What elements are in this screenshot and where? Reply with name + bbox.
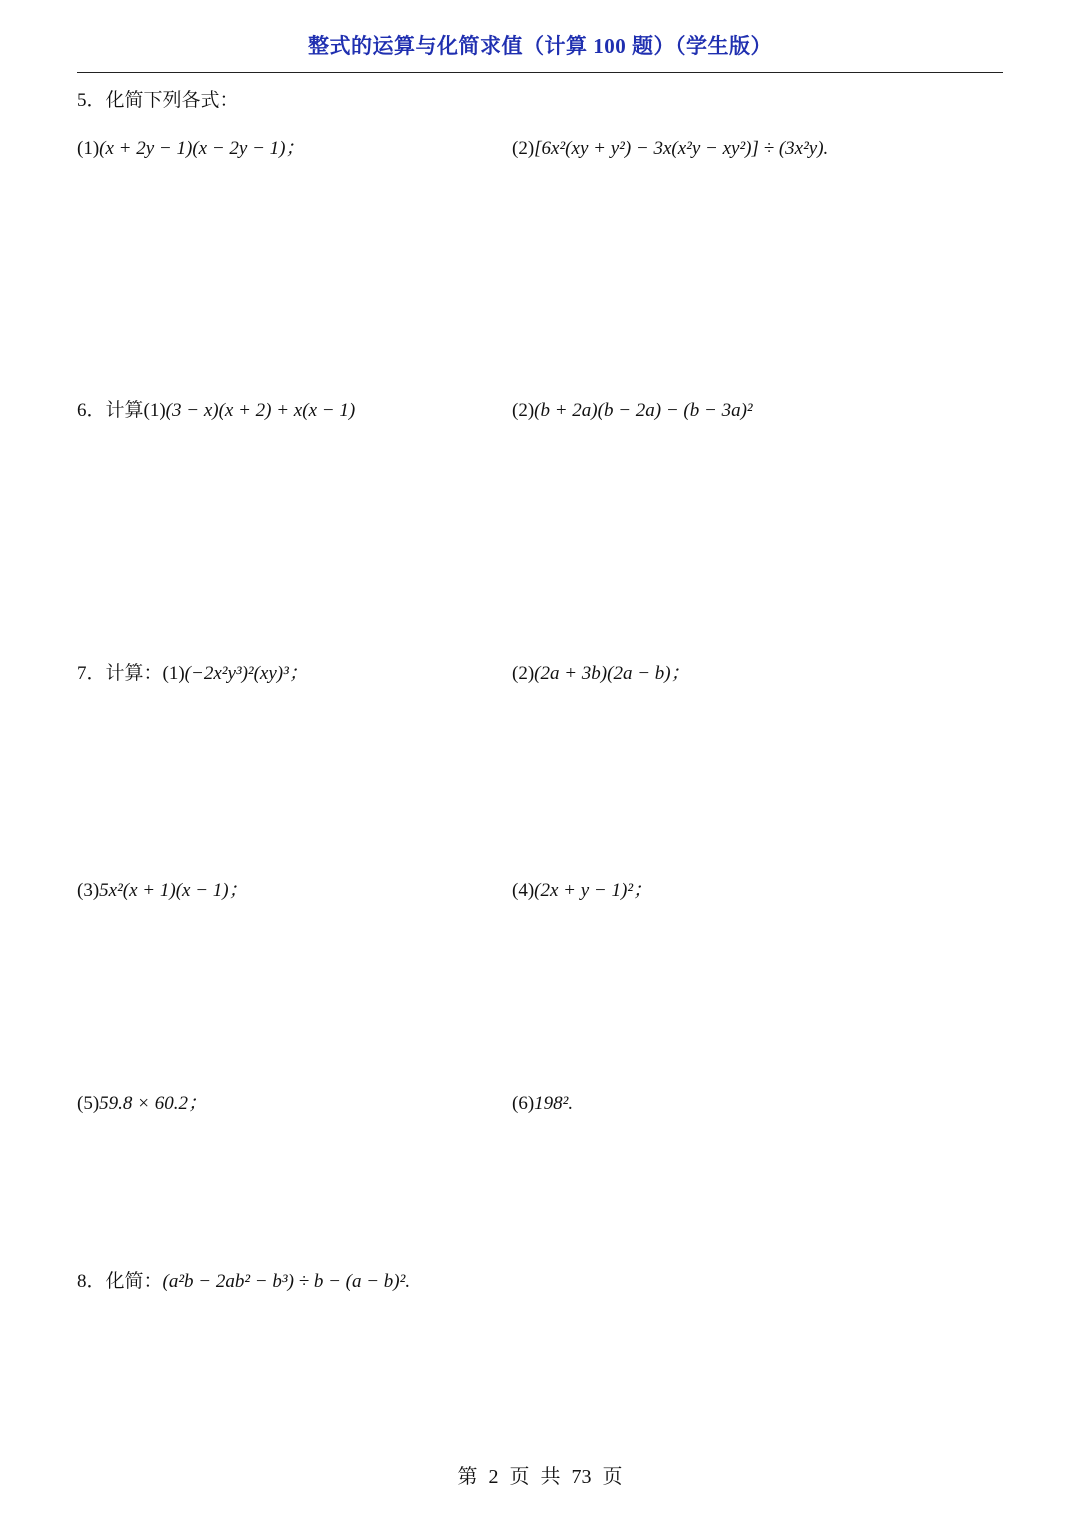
page-header-title: 整式的运算与化简求值（计算 100 题）（学生版） — [308, 34, 772, 58]
problem-7-part-5 — [77, 1090, 207, 1118]
problem-7-part-2-label: (2) — [512, 663, 535, 684]
problem-7-part-6-expression: 198². — [534, 1093, 574, 1114]
problem-5-intro-text: 5．化简下列各式： — [77, 90, 239, 111]
page-number-footer: 第 2 页 共 73 页 — [457, 1466, 623, 1488]
problem-8-intro-text: 8．化简： — [77, 1271, 163, 1292]
problem-7-part-2-expression: (2a + 3b)(2a − b)； — [534, 663, 690, 684]
problem-7-part-2 — [512, 660, 690, 688]
header-divider — [77, 72, 1003, 73]
problem-7-part-5-label: (5) — [77, 1093, 100, 1114]
problem-5-part-1-expression: (x + 2y − 1)(x − 2y − 1)； — [99, 138, 305, 159]
problem-5-part-2 — [512, 135, 828, 163]
problem-5-intro — [77, 87, 239, 115]
problem-6-part-2 — [512, 397, 753, 425]
problem-7-part-3-label: (3) — [77, 880, 100, 901]
problem-7-part-4-expression: (2x + y − 1)²； — [534, 880, 653, 901]
problem-7-part-6-label: (6) — [512, 1093, 535, 1114]
problem-7-part-6 — [512, 1090, 573, 1118]
problem-5-part-1 — [77, 135, 304, 163]
problem-6-part-1-expression: (3 − x)(x + 2) + x(x − 1) — [165, 400, 356, 421]
problem-8 — [77, 1268, 410, 1296]
problem-6-part-1 — [77, 397, 355, 425]
problem-6-intro-text: 6．计算 — [77, 400, 144, 421]
problem-7-part-1 — [77, 660, 308, 688]
problem-7-part-1-label: (1) — [162, 663, 185, 684]
problem-7-part-4-label: (4) — [512, 880, 535, 901]
problem-7-part-3 — [77, 877, 248, 905]
problem-7-intro-text: 7．计算： — [77, 663, 163, 684]
problem-6-part-1-label: (1) — [143, 400, 166, 421]
problem-7-part-1-expression: (−2x²y³)²(xy)³； — [184, 663, 308, 684]
problem-7-part-4 — [512, 877, 652, 905]
problem-6-part-2-label: (2) — [512, 400, 535, 421]
problem-7-part-3-expression: 5x²(x + 1)(x − 1)； — [99, 880, 248, 901]
problem-5-part-2-expression: [6x²(xy + y²) − 3x(x²y − xy²)] ÷ (3x²y). — [534, 138, 829, 159]
problem-5-part-1-label: (1) — [77, 138, 100, 159]
problem-5-part-2-label: (2) — [512, 138, 535, 159]
problem-6-part-2-expression: (b + 2a)(b − 2a) − (b − 3a)² — [534, 400, 753, 421]
problem-7-part-5-expression: 59.8 × 60.2； — [99, 1093, 207, 1114]
problem-8-expression: (a²b − 2ab² − b³) ÷ b − (a − b)². — [162, 1271, 411, 1292]
